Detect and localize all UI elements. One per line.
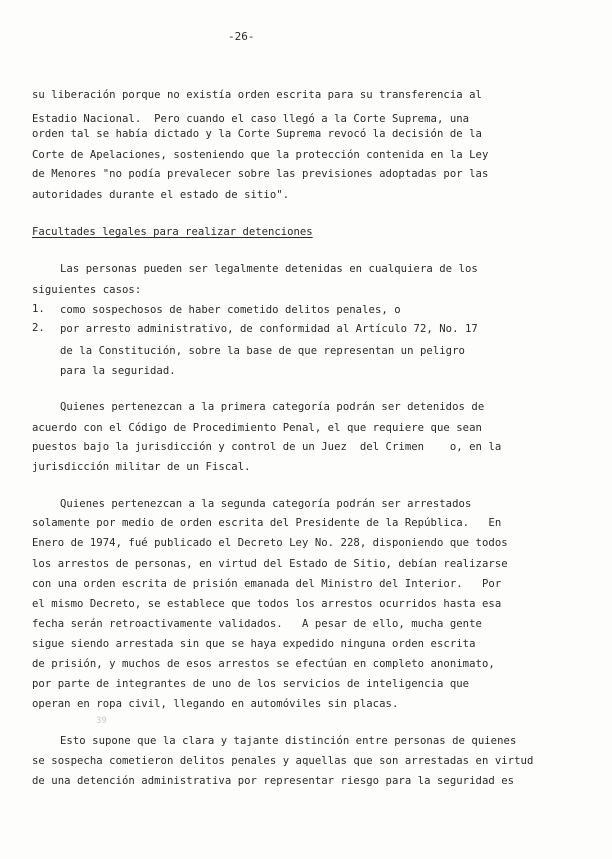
text-line: por arresto administrativo, de conformidad al Artículo 72, No. 17 — [60, 323, 478, 335]
text-line: como sospechosos de haber cometido delitos penales, o — [60, 304, 401, 316]
text-line: de la Constitución, sobre la base de que representan un peligro — [60, 345, 465, 357]
text-line: Quienes pertenezcan a la segunda categoría podrán ser arrestados — [60, 498, 472, 510]
text-line: fecha serán retroactivamente validados. A pesar de ello, mucha gente — [32, 618, 482, 630]
text-line: jurisdicción militar de un Fiscal. — [32, 461, 251, 473]
text-line: siguientes casos: — [32, 284, 142, 296]
text-line: autoridades durante el estado de sitio". — [32, 189, 290, 201]
text-line: de prisión, y muchos de esos arrestos se efectúan en completo anonimato, — [32, 658, 495, 670]
list-item-number: 1. — [32, 303, 45, 315]
text-line: el mismo Decreto, se establece que todos los arrestos ocurridos hasta esa — [32, 598, 502, 610]
text-line: solamente por medio de orden escrita del Presidente de la República. En — [32, 517, 502, 529]
text-line: Corte de Apelaciones, sosteniendo que la protección contenida en la Ley — [32, 149, 489, 161]
text-line: Quienes pertenezcan a la primera categoría podrán ser detenidos de — [60, 401, 485, 413]
text-line: acuerdo con el Código de Procedimiento Penal, el que requiere que sean — [32, 422, 482, 434]
text-line: de una detención administrativa por representar riesgo para la seguridad es — [32, 775, 515, 787]
text-line: por parte de integrantes de uno de los servicios de inteligencia que — [32, 678, 470, 690]
text-line: con una orden escrita de prisión emanada del Ministro del Interior. Por — [32, 578, 502, 590]
text-line: Estadio Nacional. Pero cuando el caso llegó a la Corte Suprema, una — [32, 113, 470, 125]
section-heading: Facultades legales para realizar detenciones — [32, 226, 313, 238]
text-line: sigue siendo arrestada sin que se haya expedido ninguna orden escrita — [32, 638, 476, 650]
text-line: para la seguridad. — [60, 365, 176, 377]
text-line: Enero de 1974, fué publicado el Decreto Ley No. 228, disponiendo que todos — [32, 537, 508, 549]
text-line: su liberación porque no existía orden escrita para su transferencia al — [32, 89, 482, 101]
text-line: se sospecha cometieron delitos penales y aquellas que son arrestadas en virtud — [32, 755, 534, 767]
text-line: los arrestos de personas, en virtud del Estado de Sitio, debían realizarse — [32, 558, 508, 570]
text-line: orden tal se había dictado y la Corte Suprema revocó la decisión de la — [32, 128, 482, 140]
text-line: Esto supone que la clara y tajante distinción entre personas de quienes — [60, 735, 517, 747]
text-line: de Menores "no podía prevalecer sobre las previsiones adoptadas por las — [32, 168, 489, 180]
page-number: -26- — [228, 30, 255, 43]
text-line: Las personas pueden ser legalmente detenidas en cualquiera de los — [60, 263, 478, 275]
text-line: puestos bajo la jurisdicción y control de un Juez del Crimen o, en la — [32, 441, 502, 453]
text-line: operan en ropa civil, llegando en automóviles sin placas. — [32, 698, 399, 710]
list-item-number: 2. — [32, 322, 45, 334]
faint-marking: 39 — [96, 716, 107, 726]
